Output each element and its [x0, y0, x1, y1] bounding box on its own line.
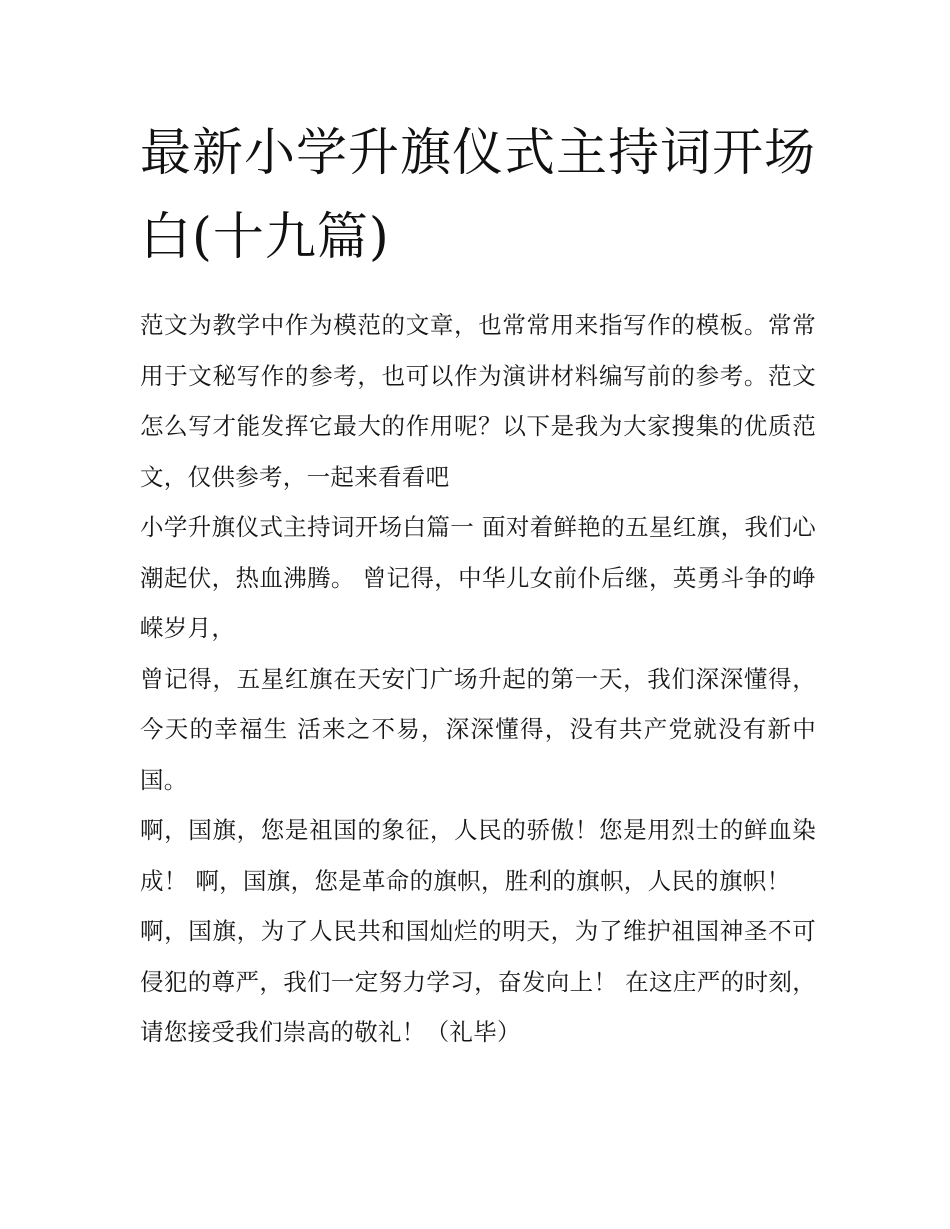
paragraph-1: 小学升旗仪式主持词开场白篇一 面对着鲜艳的五星红旗，我们心潮起伏，热血沸腾。 曾记得，中华儿女前仆后继，英勇斗争的峥嵘岁月，: [140, 513, 816, 642]
paragraph-intro: 范文为教学中作为模范的文章，也常常用来指写作的模板。常常用于文秘写作的参考，也可以作为演讲材料编写前的参考。范文怎么写才能发挥它最大的作用呢？以下是我为大家搜集的优质范文，仅供参考，一起来看看吧: [140, 311, 816, 491]
document-title: 最新小学升旗仪式主持词开场白(十九篇): [140, 124, 817, 267]
document-body: [140, 300, 816, 1058]
paragraph-2: 曾记得，五星红旗在天安门广场升起的第一天，我们深深懂得，今天的幸福生 活来之不易，深深懂得，没有共产党就没有新中国。: [140, 664, 816, 794]
document-page: [140, 112, 816, 1058]
paragraph-4: 啊，国旗，为了人民共和国灿烂的明天，为了维护祖国神圣不可侵犯的尊严，我们一定努力学习，奋发向上！ 在这庄严的时刻，请您接受我们崇高的敬礼！（礼毕）: [140, 917, 816, 1046]
paragraph-3: 啊，国旗，您是祖国的象征，人民的骄傲！您是用烈士的鲜血染成！ 啊，国旗，您是革命的旗帜，胜利的旗帜，人民的旗帜！: [140, 816, 816, 895]
